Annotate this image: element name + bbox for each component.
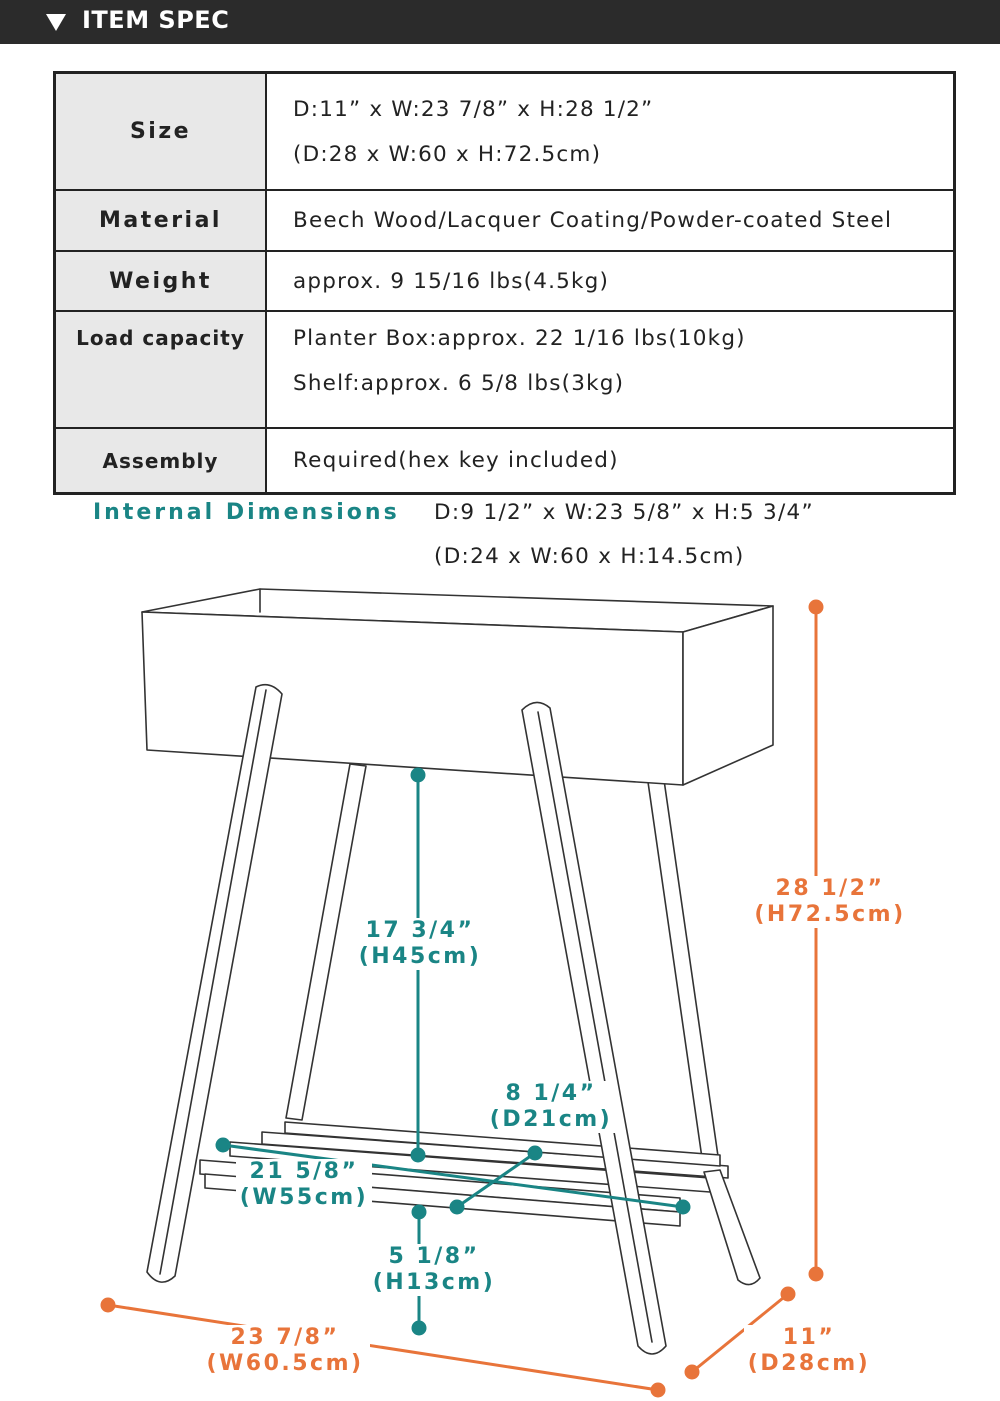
height-total-label-line2: (H72.5cm): [750, 902, 910, 928]
clearance-label: [352, 918, 488, 970]
section-title: ITEM SPEC: [82, 6, 230, 34]
spec-value-assembly: Required(hex key included): [266, 428, 955, 494]
internal-dimensions-value-2: (D:24 x W:60 x H:14.5cm): [434, 544, 745, 569]
depth-total-label: [744, 1325, 874, 1377]
spec-value-load-line1: Planter Box:approx. 22 1/16 lbs(10kg): [293, 326, 746, 351]
shelf-width-label-line1: 21 5/8”: [236, 1159, 372, 1185]
shelf-height-label: [366, 1244, 502, 1296]
height-total-dimension: [810, 601, 822, 1280]
internal-dimensions-label: Internal Dimensions: [93, 500, 400, 525]
spec-key-material: Material: [55, 190, 267, 251]
spec-value-size-line2: (D:28 x W:60 x H:72.5cm): [293, 141, 602, 167]
shelf-depth-label-line2: (D21cm): [486, 1107, 616, 1133]
planter-stand-illustration: [142, 589, 773, 1354]
spec-key-assembly: Assembly: [55, 428, 267, 494]
shelf-width-label-line2: (W55cm): [236, 1185, 372, 1211]
depth-total-label-line1: 11”: [744, 1325, 874, 1351]
spec-value-load-line2: Shelf:approx. 6 5/8 lbs(3kg): [293, 371, 625, 396]
internal-dimensions-value-1: D:9 1/2” x W:23 5/8” x H:5 3/4”: [434, 500, 814, 525]
spec-key-load: Load capacity: [55, 311, 267, 428]
depth-total-label-line2: (D28cm): [744, 1351, 874, 1377]
width-total-label-line1: 23 7/8”: [200, 1325, 370, 1351]
spec-key-size: Size: [55, 73, 267, 191]
shelf-depth-label: [486, 1081, 616, 1133]
height-total-label-line1: 28 1/2”: [750, 876, 910, 902]
width-total-dimension: [102, 1299, 664, 1396]
clearance-label-line1: 17 3/4”: [352, 918, 488, 944]
shelf-depth-label-line1: 8 1/4”: [486, 1081, 616, 1107]
spec-key-weight: Weight: [55, 251, 267, 311]
width-total-label: [200, 1325, 370, 1377]
spec-value-material: Beech Wood/Lacquer Coating/Powder-coated Steel: [266, 190, 955, 251]
height-total-label: [750, 876, 910, 928]
clearance-label-line2: (H45cm): [352, 944, 488, 970]
spec-value-weight: approx. 9 15/16 lbs(4.5kg): [266, 251, 955, 311]
width-total-label-line2: (W60.5cm): [200, 1351, 370, 1377]
shelf-width-label: [236, 1159, 372, 1211]
shelf-height-label-line1: 5 1/8”: [366, 1244, 502, 1270]
shelf-height-label-line2: (H13cm): [366, 1270, 502, 1296]
spec-value-size-line1: D:11” x W:23 7/8” x H:28 1/2”: [293, 96, 654, 122]
